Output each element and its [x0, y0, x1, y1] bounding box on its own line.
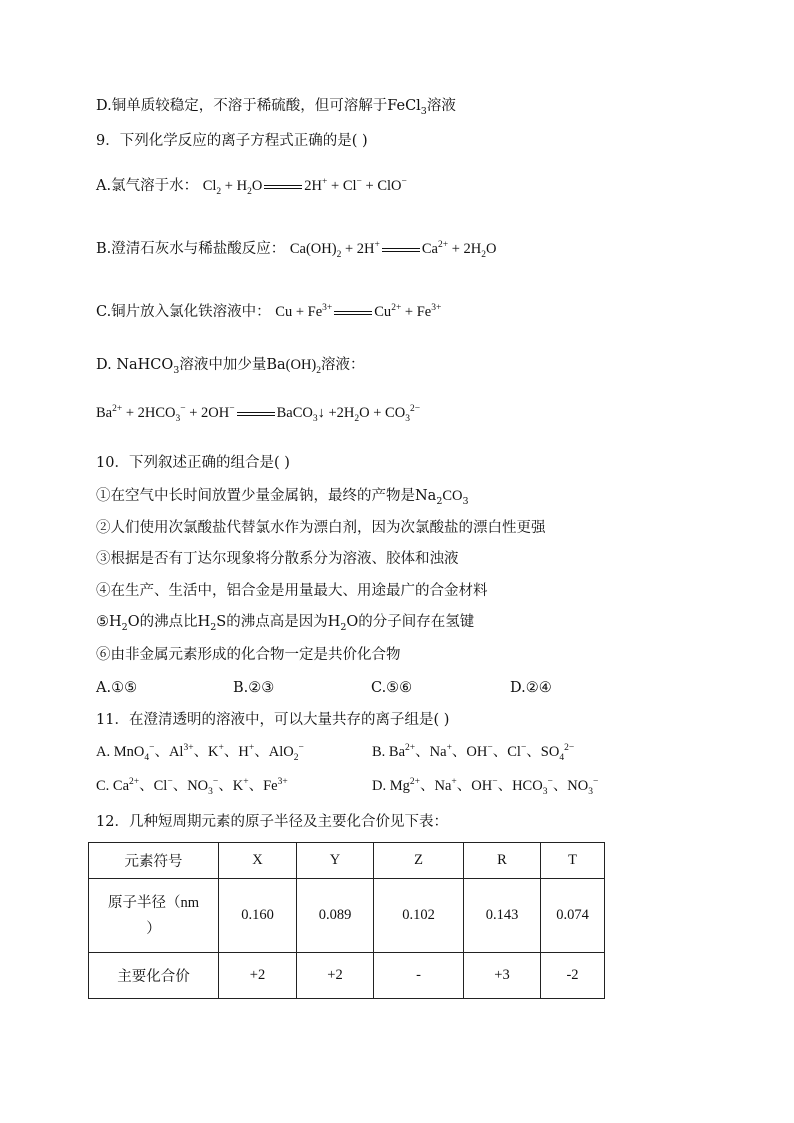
q9-d-equation: $Ba^{2+} + 2HCO_3^- + 2OH^-$ BaCO$_3$↓ $+2H_2O + CO_3^{2-}$ — [96, 404, 421, 424]
table-row: 主要化合价 +2 +2 - +3 -2 — [89, 953, 605, 999]
q9-option-d: D. NaHCO$_3$溶液中加少量$Ba(OH)_2$溶液： — [96, 357, 365, 376]
q10-stem: 10．下列叙述正确的组合是( ) — [96, 455, 290, 471]
q10-option-b: B.②③ — [233, 680, 275, 696]
q9-option-a: A.氯气溶于水： $Cl_2 + H_2O$ 2H+ + Cl− + ClO− — [96, 177, 407, 197]
q9-a-equation: $Cl_2 + H_2O$ 2H+ + Cl− + ClO− — [202, 177, 407, 197]
table-row: 元素符号 X Y Z R T — [89, 843, 605, 879]
q9-option-b: B.澄清石灰水与稀盐酸反应： $Ca(OH)_2 + 2H^+$ $Ca^{2+} + 2H_2O$ — [96, 240, 497, 260]
q10-statement-2: ②人们使用次氯酸盐代替氯水作为漂白剂，因为次氯酸盐的漂白性更强 — [96, 520, 546, 536]
q10-statement-6: ⑥由非金属元素形成的化合物一定是共价化合物 — [96, 647, 401, 663]
q9-option-c: C.铜片放入氯化铁溶液中： $Cu + Fe^{3+}$ $Cu^{2+} + Fe^{3+}$ — [96, 303, 442, 320]
table-row: 原子半径（nm ） 0.160 0.089 0.102 0.143 0.074 — [89, 879, 605, 953]
q11-option-d: D. $Mg^{2+}$、Na+、OH−、$HCO_3^-$、$NO_3^-$ — [372, 777, 599, 797]
q10-option-a: A.①⑤ — [96, 680, 138, 696]
q10-statement-4: ④在生产、生活中，铝合金是用量最大、用途最广的合金材料 — [96, 583, 488, 599]
q9-c-equation: $Cu + Fe^{3+}$ $Cu^{2+} + Fe^{3+}$ — [275, 303, 442, 320]
q10-statement-3: ③根据是否有丁达尔现象将分散系分为溶液、胶体和浊液 — [96, 551, 459, 567]
q11-stem: 11．在澄清透明的溶液中，可以大量共存的离子组是( ) — [96, 712, 450, 728]
element-table — [88, 842, 605, 999]
q9-stem: 9．下列化学反应的离子方程式正确的是( ) — [96, 133, 368, 149]
q10-statement-5: $⑤H_2O$的沸点比$H_2S$的沸点高是因为$H_2O$的分子间存在氢键 — [96, 614, 475, 633]
q11-option-a: A. MnO$_4$−、$Al^{3+}$、K+、H+、AlO$_2$− — [96, 743, 304, 763]
q10-option-d: D.②④ — [510, 680, 552, 696]
q12-stem: 12．几种短周期元素的原子半径及主要化合价见下表： — [96, 814, 448, 830]
q11-option-c: C. $Ca^{2+}$、Cl−、$NO_3^-$、K+、$Fe^{3+}$ — [96, 777, 288, 797]
q10-option-c: C.⑤⑥ — [371, 680, 413, 696]
q11-option-b: B. $Ba^{2+}$、Na+、OH−、Cl−、$SO_4^{2-}$ — [372, 743, 575, 763]
q9-b-equation: $Ca(OH)_2 + 2H^+$ $Ca^{2+} + 2H_2O$ — [289, 240, 497, 260]
q10-statement-1: ①在空气中长时间放置少量金属钠，最终的产物是$Na_2CO_3$ — [96, 488, 469, 507]
q8-option-d: D.铜单质较稳定，不溶于稀硫酸，但可溶解于FeCl$_3$溶液 — [96, 98, 456, 117]
